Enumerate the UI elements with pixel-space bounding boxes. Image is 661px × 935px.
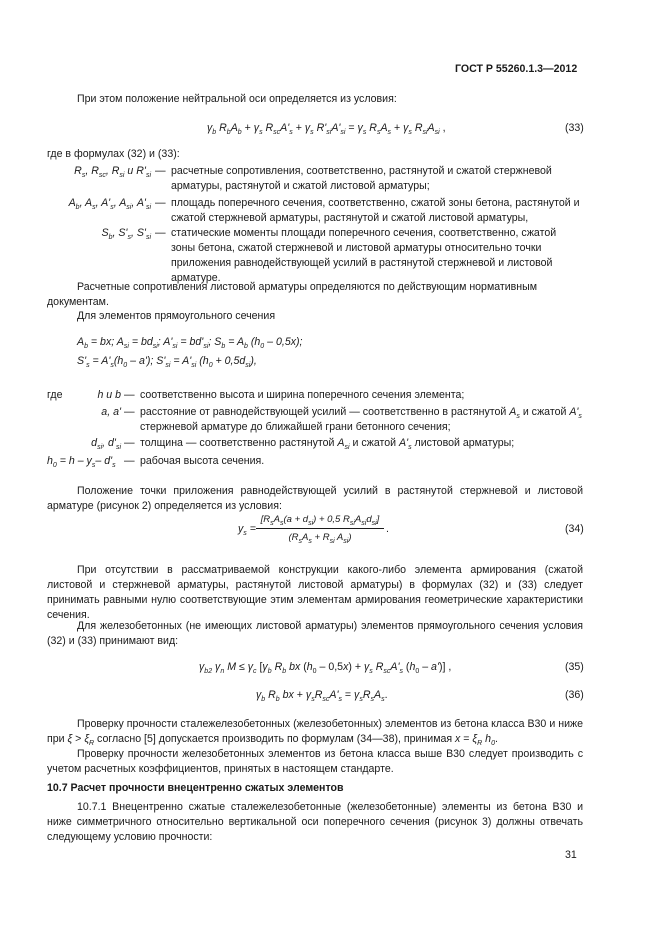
definition-term: $d_{si}$, $d'_{si}$ [91, 437, 121, 452]
para-sheet-resistance: Расчетные сопротивления листовой арматуры определяются по действующим нормативным документам. [47, 281, 538, 308]
equation-36-number: (36) [565, 689, 584, 701]
definition-row [0, 388, 661, 404]
definition-row [0, 405, 661, 437]
definition-desc: статические моменты площади поперечного сечения, соответственно, сжатой зоны бетона, сжатой стержневой и листовой арматуры относительно точки приложения равнодействующей усилий в растянутой стержневой и листовой арматуре. [171, 227, 557, 284]
definition-row [0, 164, 661, 196]
equation-36: $\gamma_b$ $R_b$ bx + $\gamma_sR_{sc}A'_s = \gamma_sR_sA_s$. [256, 689, 388, 704]
definition-desc: расстояние от равнодействующей усилий — соответственно в растянутой $A_s$ и сжатой $A'_s$ стержневой арматуре до ближайшей грани бетонного сечения; [140, 406, 582, 433]
definition-dash: — [124, 406, 135, 418]
definition-dash: — [124, 455, 135, 467]
equation-33-number: (33) [565, 122, 584, 134]
equation-34-lhs: $y_s$ = [238, 523, 256, 538]
formula-areas: $A_b$ = bx; $A_{si} = bd_{si}$; $A'_{si} = bd'_{si}$; $S_b = A_b$ $(h_0 - 0,5x)$; [77, 336, 303, 351]
definition-dash: — [155, 197, 166, 209]
para-above-b30: Проверку прочности железобетонных элементов из бетона класса выше В30 следует производить с учетом расчетных коэффициентов, принятых в настоящем стандарте. [47, 748, 583, 775]
definition-row [0, 436, 661, 452]
section-heading-10-7: 10.7 Расчет прочности внецентренно сжатых элементов [47, 782, 344, 794]
definition-desc: площадь поперечного сечения, соответственно, сжатой зоны бетона, растянутой и сжатой стержневой арматуры, растянутой и сжатой листовой арматуры, [171, 197, 580, 224]
definition-term: $h_0 = h - y_s-$ $d'_s$ [47, 455, 116, 470]
definition-dash: — [124, 389, 135, 401]
equation-34-dot: . [386, 523, 389, 535]
definition-row [0, 196, 661, 228]
standard-header: ГОСТ Р 55260.1.3—2012 [455, 63, 578, 75]
definition-desc: толщина — соответственно растянутой $A_{si}$ и сжатой $A'_s$ листовой арматуры; [140, 437, 515, 452]
where-formulas-32-33: где в формулах (32) и (33): [47, 148, 180, 160]
definition-row [0, 226, 661, 284]
equation-33: $\gamma_b$ $R_bA_b + \gamma_s$ $R_{sc}A'_s + \gamma_s$ $R'_{si}A'_{si} = \gamma_s$ $R_sA_s + \gamma_s$ $R_{si}A_{si}$ , [207, 122, 446, 137]
definition-term: $R_s$, $R_{sc}$, $R_{si}$ и $R'_{si}$ [74, 165, 151, 180]
formula-moments: $S'_s = A'_s(h_0 - a')$; $S'_{si} = A'_{si}$ $(h_0 + 0,5d_{si})$, [77, 355, 257, 370]
equation-35: $\gamma_{b2}$ $\gamma_n$ $M \le \gamma_c$ [$\gamma_b$ $R_b$ bx $(h_0 - 0,5x) + \gamma_s$ $R_{sc}A'_s$ $(h_0 - a')$] , [199, 661, 452, 676]
definition-dash: — [124, 437, 135, 449]
definition-row [0, 454, 661, 470]
para-10-7-1: 10.7.1 Внецентренно сжатые сталежелезобетонные (железобетонные) элементы из бетона В30 и ниже симметричного относительно вертикальной оси поперечного сечения (рисунок 3) должны отвечать следующему условию прочности: [47, 801, 583, 843]
definition-dash: — [155, 227, 166, 239]
para-point-application: Положение точки приложения равнодействующей усилий в растянутой стержневой и листовой арматуре (рисунок 2) определяется из условия: [47, 485, 583, 512]
definition-desc: соответственно высота и ширина поперечного сечения элемента; [140, 389, 465, 401]
equation-34-fraction: [$R_sA_s(a + d_{si}) + 0,5$ $R_{si}A_{si}d_{si}$] ($R_sA_s + R_{si}$ $A_{si}$) [256, 513, 384, 544]
para-rc-elements: Для железобетонных (не имеющих листовой арматуры) элементов прямоугольного сечения условия (32) и (33) принимают вид: [47, 620, 583, 647]
para-b30-check: Проверку прочности сталежелезобетонных (железобетонных) элементов из бетона класса В30 и ниже при $\xi > \xi_R$ согласно [5] допускается производить по формулам (34—38), принимая $x = \xi_R$ $h_0$. [47, 718, 583, 748]
definition-term: $A_b$, $A_s$, $A'_s$, $A_{si}$, $A'_{si}$ [68, 197, 151, 212]
definition-desc: рабочая высота сечения. [140, 455, 265, 467]
equation-34-number: (34) [565, 523, 584, 535]
page-number: 31 [565, 849, 577, 861]
definition-term: h и b [97, 389, 121, 401]
para-rect-section: Для элементов прямоугольного сечения [77, 310, 276, 322]
intro-neutral-axis: При этом положение нейтральной оси определяется из условия: [77, 93, 397, 105]
para-absent-reinforcement: При отсутствии в рассматриваемой конструкции какого-либо элемента армирования (сжатой листовой и стержневой арматуры, растянутой листовой арматуры) в формулах (32) и (33) следует принимать равными нулю соответствующие этим элементам армирования геометрические характеристики сечения. [47, 564, 583, 621]
definition-term: a, a' [101, 406, 121, 418]
equation-35-number: (35) [565, 661, 584, 673]
definition-term: $S_b$, $S'_s$, $S'_{si}$ [101, 227, 151, 242]
where-label: где [47, 389, 63, 401]
definition-desc: расчетные сопротивления, соответственно, растянутой и сжатой стержневой арматуры, растянутой и сжатой листовой арматуры; [171, 165, 552, 192]
definition-dash: — [155, 165, 166, 177]
